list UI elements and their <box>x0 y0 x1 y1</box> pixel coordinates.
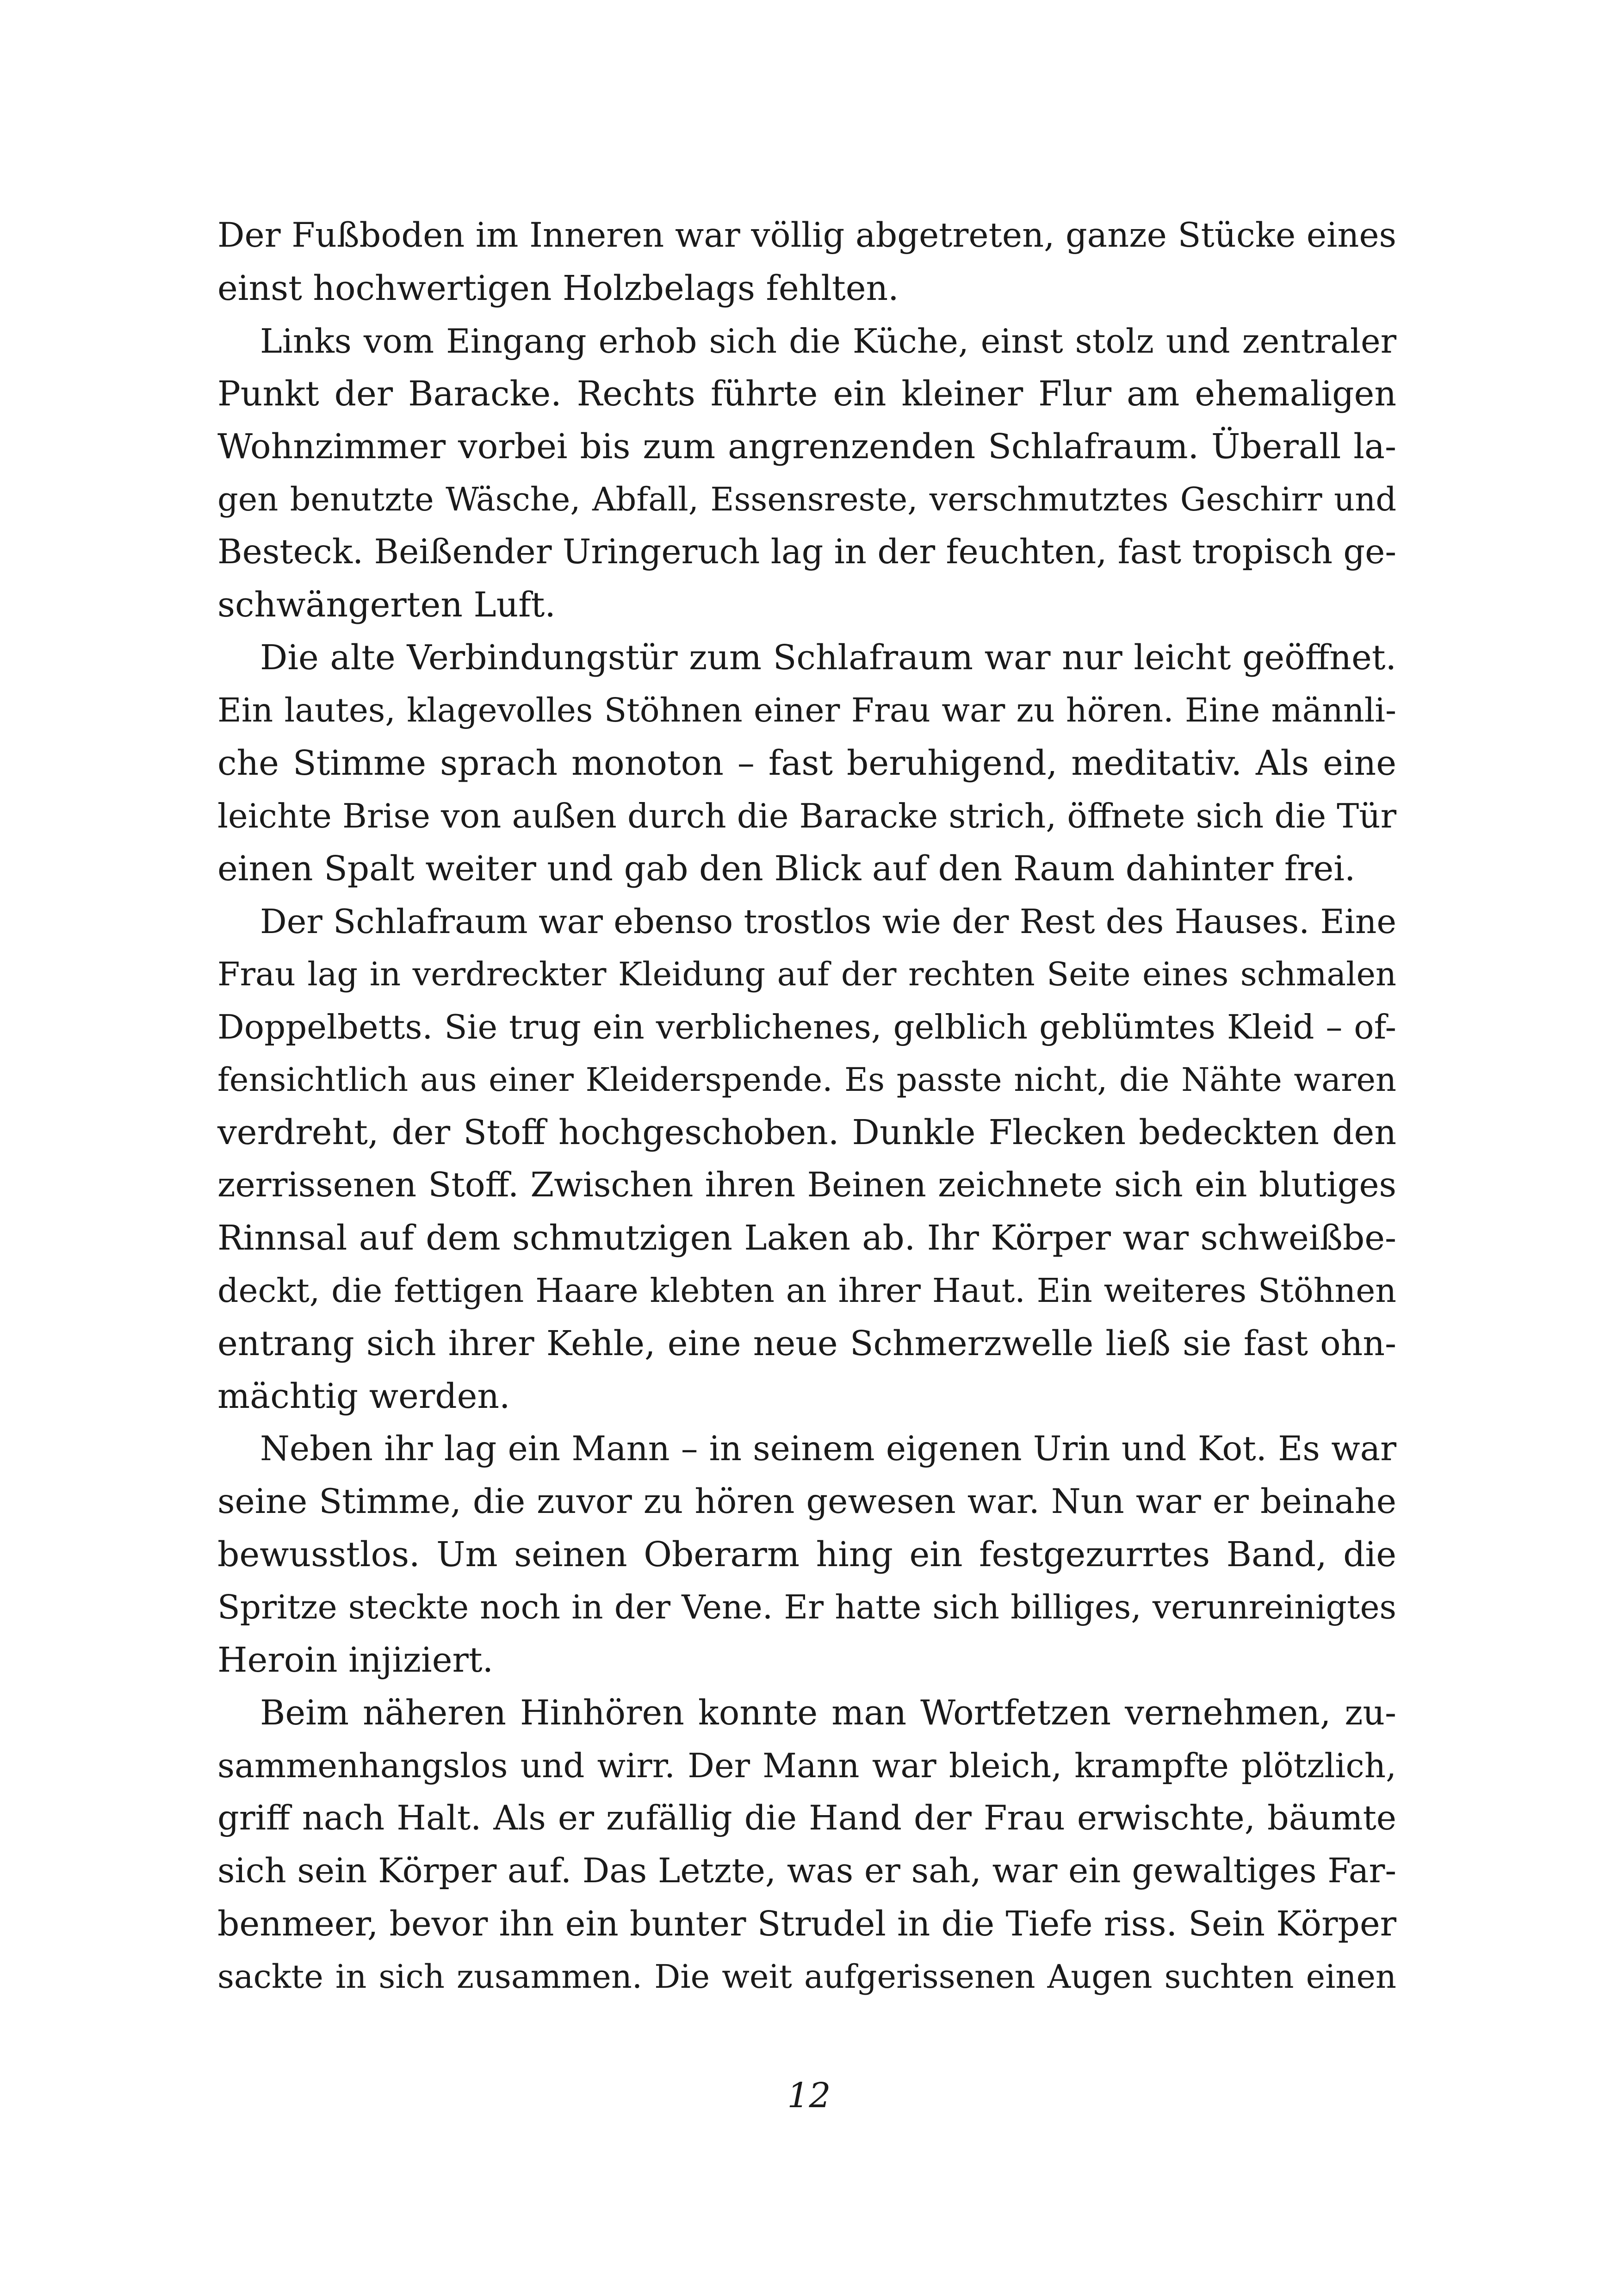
text-line: leichte Brise von außen durch die Baracke strich, öffnete sich die Tür <box>217 796 1396 835</box>
text-line: einen Spalt weiter und gab den Blick auf den Raum dahinter frei. <box>217 849 1356 889</box>
text-line: Die alte Verbindungstür zum Schlafraum war nur leicht geöffnet. <box>260 638 1396 678</box>
text-line: entrang sich ihrer Kehle, eine neue Schmerzwelle ließ sie fast ohn- <box>217 1324 1396 1363</box>
text-line: Der Schlafraum war ebenso trostlos wie der Rest des Hauses. Eine <box>260 902 1396 941</box>
text-line: schwängerten Luft. <box>217 585 556 625</box>
text-line: bewusstlos. Um seinen Oberarm hing ein festgezurrtes Band, die <box>217 1535 1396 1574</box>
text-line: Neben ihr lag ein Mann – in seinem eigenen Urin und Kot. Es war <box>260 1429 1396 1468</box>
text-line: verdreht, der Stoff hochgeschoben. Dunkle Flecken bedeckten den <box>217 1113 1396 1152</box>
text-line: Spritze steckte noch in der Vene. Er hatte sich billiges, verunreinigtes <box>217 1588 1396 1626</box>
text-line: deckt, die fettigen Haare klebten an ihrer Haut. Ein weiteres Stöhnen <box>217 1271 1396 1310</box>
text-line: zerrissenen Stoff. Zwischen ihren Beinen zeichnete sich ein blutiges <box>217 1165 1396 1205</box>
text-line: einst hochwertigen Holzbelags fehlten. <box>217 268 899 308</box>
text-line: Doppelbetts. Sie trug ein verblichenes, gelblich geblümtes Kleid – of- <box>217 1008 1396 1046</box>
text-line: sich sein Körper auf. Das Letzte, was er sah, war ein gewaltiges Far- <box>217 1851 1396 1891</box>
text-line: seine Stimme, die zuvor zu hören gewesen war. Nun war er beinahe <box>217 1482 1396 1521</box>
text-line: fensichtlich aus einer Kleiderspende. Es passte nicht, die Nähte waren <box>217 1061 1396 1099</box>
body-text <box>217 209 1396 2003</box>
text-line: mächtig werden. <box>217 1376 510 1416</box>
text-line: sammenhangslos und wirr. Der Mann war bleich, krampfte plötzlich, <box>217 1746 1396 1785</box>
text-line: Der Fußboden im Inneren war völlig abgetreten, ganze Stücke eines <box>217 216 1396 255</box>
text-line: che Stimme sprach monoton – fast beruhigend, meditativ. Als eine <box>217 743 1396 783</box>
text-line: sackte in sich zusammen. Die weit aufgerissenen Augen suchten einen <box>217 1958 1396 1996</box>
text-line: Besteck. Beißender Uringeruch lag in der feuchten, fast tropisch ge- <box>217 532 1396 572</box>
text-line: Punkt der Baracke. Rechts führte ein kleiner Flur am ehemaligen <box>217 374 1396 414</box>
text-line: griff nach Halt. Als er zufällig die Hand der Frau erwischte, bäumte <box>217 1798 1396 1838</box>
text-line: benmeer, bevor ihn ein bunter Strudel in die Tiefe riss. Sein Körper <box>217 1904 1396 1944</box>
text-line: Heroin injiziert. <box>217 1640 494 1680</box>
text-line: Rinnsal auf dem schmutzigen Laken ab. Ihr Körper war schweißbe- <box>217 1218 1396 1258</box>
text-line: Beim näheren Hinhören konnte man Wortfetzen vernehmen, zu- <box>260 1693 1396 1733</box>
text-line: Wohnzimmer vorbei bis zum angrenzenden Schlafraum. Überall la- <box>217 427 1396 467</box>
text-line: Ein lautes, klagevolles Stöhnen einer Frau war zu hören. Eine männli- <box>217 691 1396 729</box>
text-line: Frau lag in verdreckter Kleidung auf der rechten Seite eines schmalen <box>217 955 1396 993</box>
page-number: 12 <box>787 2076 831 2116</box>
text-line: gen benutzte Wäsche, Abfall, Essensreste, verschmutztes Geschirr und <box>217 480 1396 518</box>
text-line: Links vom Eingang erhob sich die Küche, einst stolz und zentraler <box>260 322 1396 361</box>
